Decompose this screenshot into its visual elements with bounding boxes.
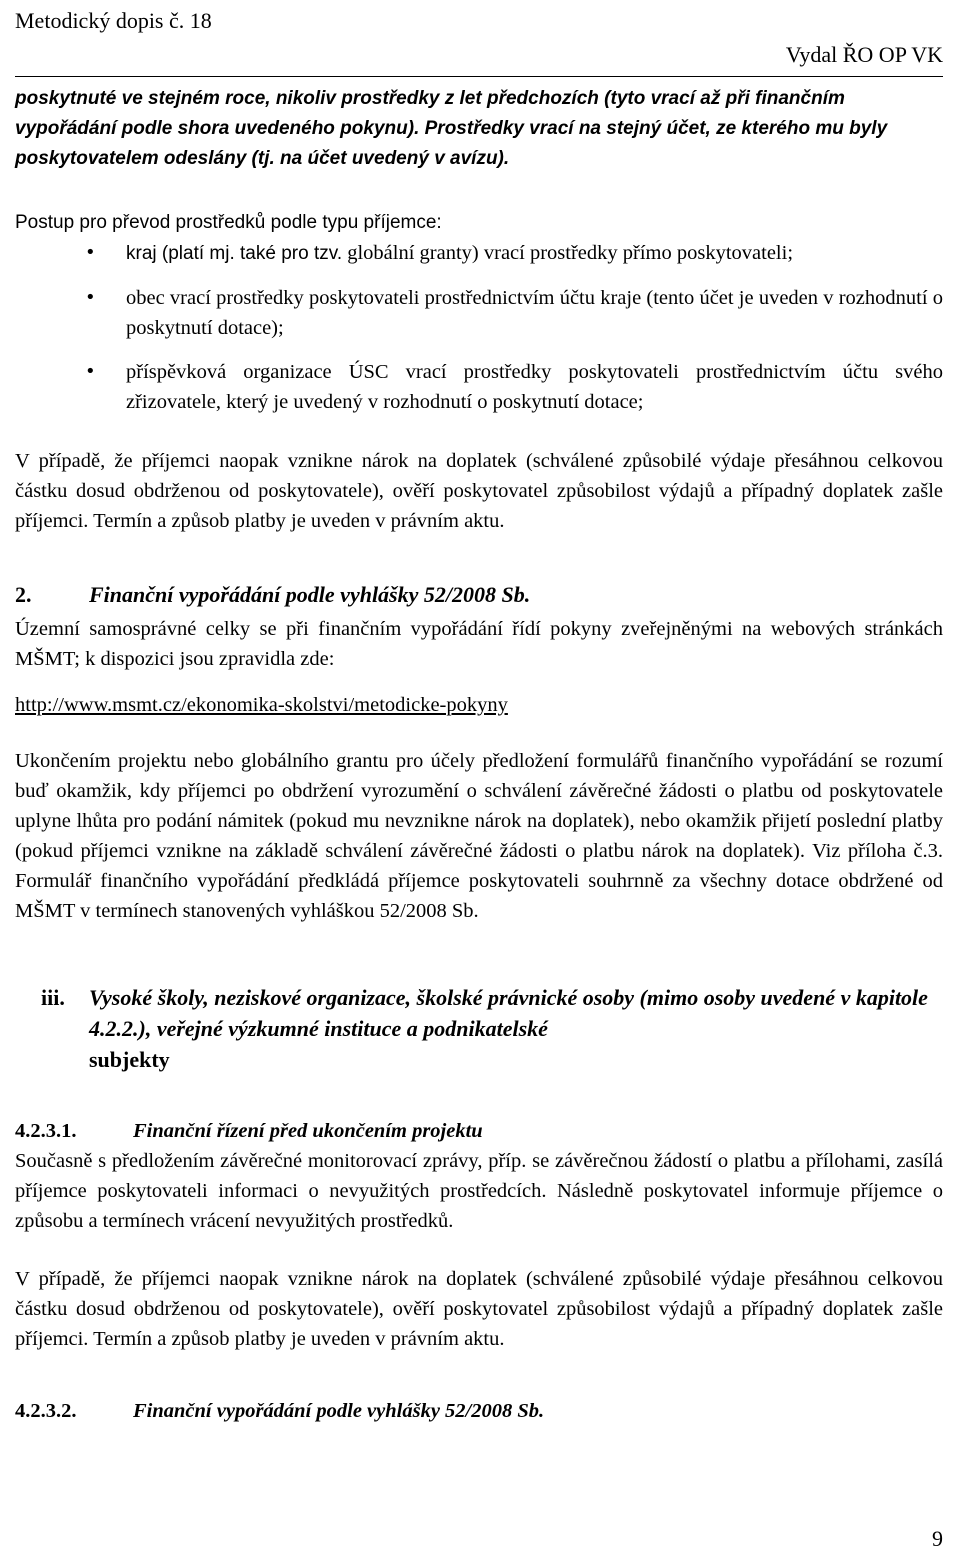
section-title: Finanční řízení před ukončením projektu (133, 1120, 483, 1142)
section-title: Finanční vypořádání podle vyhlášky 52/2008 Sb. (133, 1400, 545, 1422)
section-title: Finanční vypořádání podle vyhlášky 52/2008 Sb. (89, 582, 531, 607)
section-2-text: Územní samosprávné celky se při finančním vypořádání řídí pokyny zveřejněnými na webových stránkách MŠMT; k dispozici jsou zpravidla zde: (15, 618, 943, 670)
section-4231-text: Současně s předložením závěrečné monitorovací zprávy, příp. se závěrečnou žádostí o platbu a přílohami, zasílá příjemce poskytovateli informaci o nevyužitých prostředcích. Následně poskytovatel informuje příjemce o způsobu a termínech vrácení nevyužitých prostředků. (15, 1150, 943, 1232)
section-iii-heading (15, 982, 943, 1075)
msmt-methodical-guidelines-link[interactable]: http://www.msmt.cz/ekonomika-skolstvi/metodicke-pokyny (15, 694, 508, 716)
page-header (15, 8, 943, 77)
recipient-type-list (15, 238, 943, 417)
section-number: iii. (41, 985, 65, 1010)
list-item: • obec vrací prostředky poskytovateli prostřednictvím účtu kraje (tento účet je uveden v rozhodnutí o poskytnutí dotace); (15, 283, 943, 343)
section-4231-heading (15, 1116, 943, 1146)
intro-paragraph: poskytnuté ve stejném roce, nikoliv prostředky z let předchozích (tyto vrací až při finančním vypořádání podle shora uvedeného pokynu). Prostředky vrací na stejný účet, ze kterého mu byly poskytovatelem odeslány (tj. na účet uvedený v avízu). (15, 88, 888, 169)
claim-paragraph: V případě, že příjemci naopak vznikne nárok na doplatek (schválené způsobilé výdaje přesáhnou celkovou částku dosud obdrženou od poskytovatele), ověří poskytovatel způsobilost výdajů a případný doplatek zašle příjemci. Termín a způsob platby je uveden v právním aktu. (15, 450, 943, 532)
page-number: 9 (932, 1526, 943, 1551)
list-item-text-sans: kraj (platí mj. také pro tzv. (126, 243, 343, 264)
section-4232-heading (15, 1396, 943, 1426)
procedure-heading: Postup pro převod prostředků podle typu příjemce: (15, 212, 442, 233)
header-document-title: Metodický dopis č. 18 (15, 8, 212, 33)
list-item-text: globální granty) vrací prostředky přímo poskytovateli; (342, 242, 794, 264)
section-2-heading (15, 580, 943, 610)
section-title-end: subjekty (89, 1047, 170, 1072)
section-number: 2. (15, 582, 32, 607)
claim-paragraph-2: V případě, že příjemci naopak vznikne nárok na doplatek (schválené způsobilé výdaje přesáhnou celkovou částku dosud obdrženou od poskytovatele), ověří poskytovatel způsobilost výdajů a případný doplatek zašle příjemci. Termín a způsob platby je uveden v právním aktu. (15, 1268, 943, 1350)
page-content (15, 84, 943, 1426)
project-ending-paragraph: Ukončením projektu nebo globálního grantu pro účely předložení formulářů finančního vypořádání se rozumí buď okamžik, kdy příjemci po obdržení vyrozumění o schválení závěrečné žádosti o platbu od poskytovatele uplyne lhůta pro podání námitek (pokud mu nevznikne nárok na doplatek), nebo okamžik přijetí poslední platby (pokud příjemci vznikne na základě schválení závěrečné žádosti o platbu nárok na doplatek). Viz příloha č.3. Formulář finančního vypořádání předkládá příjemce poskytovateli souhrnně za všechny dotace obdržené od MŠMT v termínech stanovených vyhláškou 52/2008 Sb. (15, 750, 943, 922)
list-item: • příspěvková organizace ÚSC vrací prostředky poskytovateli prostřednictvím účtu svého zřizovatele, který je uvedený v rozhodnutí o poskytnutí dotace; (15, 357, 943, 417)
section-number: 4.2.3.1. (15, 1120, 77, 1142)
section-title: Vysoké školy, neziskové organizace, školské právnické osoby (mimo osoby uvedené v kapitole 4.2.2.), veřejné výzkumné instituce a podnikatelské (89, 985, 928, 1041)
link-paragraph (15, 690, 943, 720)
header-issuer: Vydal ŘO OP VK (785, 42, 943, 67)
list-item (15, 238, 943, 269)
section-number: 4.2.3.2. (15, 1400, 77, 1422)
